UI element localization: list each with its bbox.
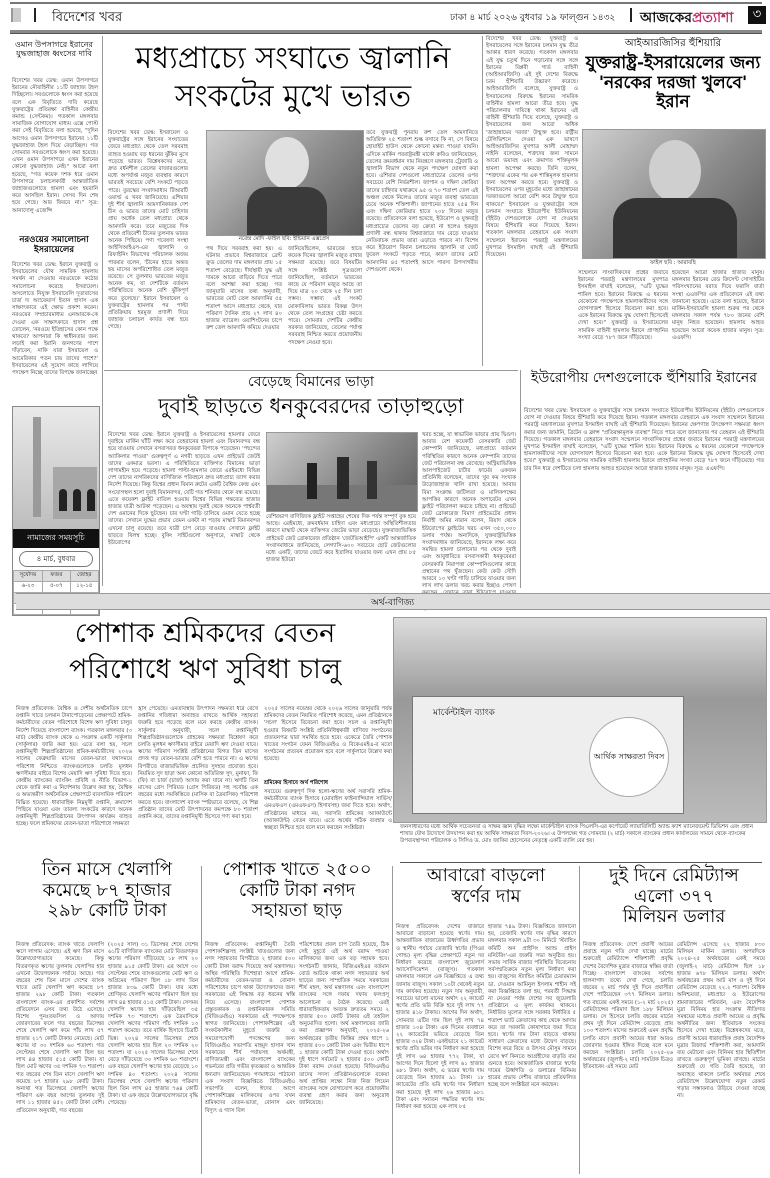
- dateline: ঢাকা ৪ মার্চ ২০২৬ বুধবার ১৯ ফাল্গুন ১৪৩২: [450, 13, 616, 23]
- dubai-story-column: খরচ হচ্ছে, যা স্বাভাবিক ভাড়ার প্রায় দ্বিগুণ। আবার বেশ কয়েকটি বেসরকারি জেট কোম্পানি জানিয়েছে, মধ্যপ্রাচ্যে বর্তমান পরিস্থিতির কারণে অনেক কোম্পানি তাদের জেট পরিচালনা বন্ধ রেখেছে। অস্ট্রিয়াভিত্তিক আলপাইজেট চার্টার ফার্মের একজন প্রতিনিধি বলেছেন, তাদের খুব কম সংখ্যক উড়োজাহাজ খালি রাখা হয়েছে। আবার বিমা সংক্রান্ত জটিলতা ও মালিকপক্ষের আপত্তির কারণে অনেক অপারেটর এখন ফ্লাইট পরিচালনা করতে চাইছে না। প্রাইভেট জেট ব্রোকারেজ বিমাণ প্রাইভেটের প্রধান নির্বাহী অমির নারান বলেন, রিয়াদ থেকে ইউরোপের ফ্লাইটের খরচ এখন ৩৫০,০০০ ডলার পর্যন্ত। অন্যদিকে, যুক্তরাষ্ট্রভিত্তিক সংবাদমাধ্যম জানিয়েছে, ইরানকে লক্ষ্য করে সমন্বিত হামলা চালানোর পর থেকে দুবাই এবং আবুধাবিতে বসবাসকারী ধনকুবেররা বেসরকারি নিরাপত্তা কোম্পানিগুলোর কাছে প্রস্থানের পথ খুঁজছেন। কেউ কেউ সৌদি আরবে ১০ ঘণ্টা গাড়ি চালিয়ে যাওয়ার জন্য লাখ লাখ ডলার খরচ করার ইচ্ছাও পোষণ: [422, 432, 516, 590]
- prayer-label: জোহর: [70, 571, 98, 582]
- headline-line: কমেছে ৮৭ হাজার: [42, 879, 172, 901]
- section-banner: [16, 593, 770, 610]
- bottom-story-column: পরিশোধের প্রবল চাপ তৈরি হয়েছে, ঠিক সেই মুহূর্তে এই অর্থ বরাদ্দ পাওয়া মালিকদের জন্য এক বড় সহায়ক হবে। সংগঠনটি জানায়, বিজিএমইএর বর্তমান বোর্ড আটকে থাকা নগদ সহায়তার অর্থ ছাড়ের জন্য সাম্প্রতিক সময়ে সরকারের শীর্ষ মহল, অর্থ মন্ত্রণালয় এবং বাংলাদেশ ব্যাংকের সঙ্গে দফায় দফায় ফলপ্রসূ আলোচনা ও বৈঠক করেছে। এরই ধারাবাহিকতায় অত্যন্ত দ্রুততম সময়ে ২ হাজার ৫০০ কোটি টাকার এই তহবিল অনুমোদিত হলো। অর্থ মন্ত্রণালয়ের জারি করা প্রজ্ঞাপন অনুযায়ী, ২০২৫-২৬ অর্থবছরের তৃতীয় কিস্তির প্রথম ধাপে ১ হাজার ৫০০ কোটি টাকা এবং দ্বিতীয় ধাপে ১ হাজার কোটি টাকা দেওয়া হবে। অর্থাৎ দুই ধাপে সর্বমোট ২ হাজার ৫০০ কোটি টাকা বরাদ্দ দেওয়া হয়েছে। বিজিএমইএ তাদের সদস্য প্রতিষ্ঠানগুলোকে বকেয়া অর্থ প্রাপ্তির লক্ষ্যে নিজ নিজ লিয়েন ব্যাংকের সঙ্গে যোগাযোগ করে প্রয়োজনীয় ব্যবস্থা গ্রহণ করার জন্য অনুরোধ জানিয়েছে।: [299, 942, 389, 1107]
- section-name: বিদেশের খবর: [52, 10, 123, 25]
- headline-line: সহায়তা ছাড়: [251, 900, 343, 922]
- bank-photo-caption: জনসাধারণের মধ্যে আর্থিক সচেতনতা ও সাক্ষর জ্ঞান বৃদ্ধির লক্ষ্যে মার্কেন্টাইল ব্যাংক পিএলসি-এর কর্পোরেট ল্যায়াবিলিটি অ্যান্ড ক্যাশ ম্যানেজমেন্ট ডিভিশন এবং প্রধান শাখার যৌথ উদ্যোগে উদযাপন করা হয় আর্থিক সাক্ষরতা দিবস-২০২৬। এ উপলক্ষ্যে গত সোমবার (২ মার্চ) সকালে ব্যাংকের প্রধান কার্যালয়ের সামনে থেকে ব্যাংকের উপব্যবস্থাপনা পরিচালক ও সিসিও ড. মোঃ জাকির হোসেনের নেতৃত্বে একটি র‌্যালি বের হয়।: [400, 824, 753, 845]
- bottom-story-column: নিজস্ব প্রতিবেদক: দেশের বাজারে আবারো বাড়ানো হয়েছে স্বর্ণের দাম। আন্তর্জাতিক বাজারের ঊর্ধ্বগতির প্রভাব ও স্থানীয় পর্যায়ে তেজাবি স্বর্ণের (পিওর গোল্ড) মূল্য বৃদ্ধির প্রেক্ষাপটে নতুন দর নির্ধারণ করেছে বাংলাদেশ জুয়েলার্স অ্যাসোসিয়েশন (বাজুস)। গতকাল মঙ্গলবার সকালে এক বিজ্ঞপ্তিতে এ তথ্য জানায় বাজুস। সকাল ১০টা থেকেই নতুন দাম কার্যকর হয়েছে। নতুন দাম অনুযায়ী, সবচেয়ে ভালো মানের অর্থাৎ ২২ ক্যারেট স্বর্ণের প্রতি ভরি বিক্রি হবে দুই লাখ ৭৭ হাজার ৪১৮ টাকায়। আগের দিন অর্থাৎ, সোমবার এটির দাম ছিল দুই লাখ ৭৪ হাজার ১০৪ টাকা। এক দিনের ব্যবধানে ২২ ক্যারেটের ভরিতে বেড়েছে তিন হাজার ৩২৪ টাকা। একইভাবে ২১ ক্যারেট স্বর্ণের প্রতি ভরির দাম নির্ধারণ করা হয়েছে দুই লাখ ৬৪ হাজার ৭৭২ টাকা, যা আগের দিনে ছিলো দুই লাখ ৬১ হাজার ৬৮১ টাকা। অর্থাৎ, এ ভরের স্বর্ণের দাম বেড়েছে তিন হাজার ৯১ টাকা। ১৮ ক্যারেটের প্রতি ভরি স্বর্ণের দাম নির্ধারণ করা হয়েছে দুই লাখ ২৬ হাজার ৯৮১ টাকা এবং সনাতন পদ্ধতির স্বর্ণের দাম নির্ধারণ করা হয়েছে এক লাখ ৮৫: [396, 924, 484, 1111]
- bottom-story-column: নিজস্ব প্রতিবেদক: দেশে প্রবাসী আয়ের প্রবাহে নতুন গতি দেখা যাচ্ছে। মার্চের শুরুতেই রেমিট্যান্সে শক্তিশালী প্রবৃদ্ধি দেশের বৈদেশিক মুদ্রার বাজারে স্বস্তির বার্তা দিচ্ছে। বাংলাদেশ ব্যাংকের সর্বশেষ হালনাগাদ তথ্যে দেখা গেছে, চলতি বছরের ২ মার্চ পর্যন্ত দুই দিনে প্রবাসীরা দেশে পাঠিয়েছেন ৩৭৭ মিলিয়ন ডলার। গত বছরের একই সময়ে (১-২ মার্চ ২০২৫) রেমিট্যান্সের পরিমাণ ছিল ১৮৮ মিলিয়ন ডলার। সে হিসেবে চলতি বছরের মার্চের প্রথম দুই দিনে রেমিট্যান্স বেড়েছে প্রায় ১০০ শতাংশ। মাসের শুরুতেই এমন প্রবৃদ্ধি চলতি মাসে প্রবাসী আয়ের ধারা আরও জোরদার হওয়ার ইঙ্গিত দিচ্ছে বলে মনে করছেন সংশ্লিষ্টরা। চলতি ২০২৫-২৬ অর্থবছরের (জুলাই-২ মার্চ) সামগ্রিক চিত্রও ইতিবাচক। এই সময়ে মোট: [583, 942, 673, 1071]
- lead-story-column: তবে যুক্তরাষ্ট্র পুনরায় রুশ তেল আমদানিতে অতিরিক্ত ২৫ শতাংশ শুল্ক বসাবে কি না, সে বিষয়ে হোয়াইট হাউস থেকে কোনো মন্তব্য পাওয়া যায়নি। এদিকে মার্কিন পররাষ্ট্রমন্ত্রী মার্কো রুবিও জানিয়েছেন, তেলের ক্রমবর্ধমান দাম নিয়ন্ত্রণে মঙ্গলবার ট্রেজারি ও জ্বালানি বিভাগ থেকে নতুন পদক্ষেপ ঘোষণা করা হবে। এশিয়ার দেশগুলো মধ্যপ্রাচ্যের তেলের ওপর সবচেয়ে বেশি নির্ভরশীল। জাপান ও দক্ষিণ কোরিয়া তাদের চাহিদার যথাক্রমে ৯৫ ও ৭০ শতাংশ তেল এই অঞ্চল থেকে নিলেও তাদের মজুত ব্যবস্থা ভারতের চেয়ে অনেক শক্তিশালী। জাপানের হাতে ২৫৪ দিন এবং দক্ষিণ কোরিয়ার হাতে ২০৮ দিনের মজুত রয়েছে। প্রতিবেদনে বলা হয়েছে, ইউরোপ ও যুক্তরাষ্ট্র মধ্যপ্রাচ্যের তেলের বড় ক্রেতা না হলেও হরমুজ প্রণালী বন্ধ থাকায় বিশ্ববাজারে দাম বেড়ে যাওয়ার নেতিবাচক প্রভাব তারা এড়াতে পারবে না। বিশেষ করে ইউরোপ বিমান চলাচলের জ্বালানি বা জেট ফুয়েল সংকটে পড়তে পারে, কারণ তাদের মোট আমদানির ৪৫ শতাংশই আসে পারস্য উপসাগরীয় দেশগুলো থেকে।: [366, 130, 478, 273]
- headline-line: আবারো বাড়লো: [426, 865, 546, 886]
- business-lead-column: সবচেয়ে গুরুত্বপূর্ণ দিক হলো-ঋণের অর্থ সরাসরি শ্রমিক-কর্মচারীদের ব্যাংক হিসাবে (মোবাইল ফাইন্যান্সিয়াল সার্ভিস/এমএফএস (এমএফএস) হিসাবসহ) জমা দিতে হবে। অর্থাৎ, প্রতিষ্ঠানের মাধ্যমে নয়, সরাসরি শ্রমিকের অ্যাকাউন্টে (অ্যাকাউন্ট) বেতন যাবে। এতে অর্থের সঠিক ব্যবহার ও স্বচ্ছতা নিশ্চিত হবে বলে মনে করছেন সংশ্লিষ্টরা।: [264, 789, 392, 832]
- header-double-rule: [10, 30, 762, 34]
- lead-story-column: বিদেশের খবর ডেস্ক: ইসরায়েল ও যুক্তরাষ্ট্রের সঙ্গে ইরানের সংঘাতের জেরে মধ্যপ্রাচ্য থেকে তেল সরবরাহ ব্যাহত হওয়ায় বড় ধরনের ঝুঁকির মুখে পড়েছে ভারত। বিশ্লেষকদের মতে, দ্রুত বর্ধনশীল তেলের বাজারগুলোর মধ্যে অপর্যাপ্ত মজুত ব্যবস্থার কারণে ভারতই সবচেয়ে বেশি সংকটে পড়তে পারে। তুরস্কের সংবাদমাধ্যম টিআরটি ওয়ার্ল্ড এ খবর জানিয়েছে। এশিয়ার দুই শীর্ষ জ্বালানি আমদানিকারক দেশ চীন ও ভারত তাদের মোট চাহিদার প্রায় অর্ধেক তেল মধ্যপ্রাচ্য থেকে আমদানি করে। তবে মজুতের দিক থেকে প্রতিবেশী চীনের তুলনায় ভারত অনেক পিছিয়ে। পণ্য গবেষণা সংস্থা আইসিআইএস-এর জ্বালানি ও রিফাইনিং বিভাগের পরিচালক অজয় পারমার বলেন, 'চীনের হাতে অন্তত ছয় মাসের অপরিশোধিত তেল মজুত রয়েছে। সে তুলনায় ভারতের মজুত অনেক কম, যা দেশটিকে বর্তমান পরিস্থিতিতে অনেক বেশি ঝুঁকিপূর্ণ করে তুলেছে।' ইরানে ইসরায়েল ও যুক্তরাষ্ট্রের হামলার পর পাল্টা প্রতিক্রিয়ায় হরমুজ প্রণালী দিয়ে জাহাজ চলাচল কার্যত বন্ধ হয়ে গেছে।: [108, 130, 188, 331]
- page-number: ৩: [748, 6, 766, 24]
- column-divider: [392, 866, 393, 1174]
- column-divider: [579, 866, 580, 1174]
- irgc-kicker: আইআরজিসির হুঁশিয়ারি: [624, 38, 722, 49]
- column-divider: [201, 866, 202, 1174]
- headline-line: পোশাক খাতে ২৫০০: [222, 859, 372, 880]
- irgc-story-column: সম্মেলনে সাংবাদিকদের প্রশ্নের জবাবে ইরানের পররাষ্ট্র মন্ত্রণালয়ের মুখপাত্র ইসমাইল বাঘাই বলেছেন, "এটি যুদ্ধের শামিল হবে। ইরানের বিরুদ্ধে এ ধরনের যেকোনো পদক্ষেপকে হামলাকারীদের সঙ্গে যোগসাজশ হিসেবে বিবেচনা করা হবে। একে ইরানের বিরুদ্ধে যুদ্ধ ঘোষণা হিসেবেই দেখা হবে।" যুক্তরাষ্ট্র ও ইসরায়েলের সামরিক বাহিনী হামলায় ইরানে প্রাণহানির সংখ্যা বেড়ে ৭৮৭ জনে দাঁড়িয়েছে।: [578, 270, 668, 341]
- story-headline: নরওয়ের সমালোচনা ইসরায়েলের: [19, 235, 89, 255]
- story-headline: ওমান উপসাগরে ইরানের যুদ্ধজাহাজ ধ্বংসের দাবি: [15, 40, 93, 59]
- dubai-story-column: বেশিরভাগ বাণিজ্যিক ফ্লাইট সপ্তাহের শেষের দিক পর্যন্ত সম্পূর্ণ বুক হয়ে আছে। এরইমধ্যে, ক্রমবর্ধমান চাহিদা এবং মধ্যপ্রাচ্যে অস্থিতিশীলতার কারণে মাস্কাট থেকে ব্যক্তিগত জেটের ভাড়া বেড়েছে। যুক্তরাজ্যভিত্তিক প্রাইভেট জেট ব্রোকারেজ প্রতিষ্ঠান 'জেটভিআইপি' একটি আন্তর্জাতিক সংবাদমাধ্যমে জানিয়েছে, লেগ্যাসি-৬০০ সবচেয়ে ছোট জেটগুলোর মধ্যে একটি, তাদের জেটে করে ইতালির যাওয়ার জন্য এখন প্রায় ৮৫ হাজার ইউরো: [266, 514, 416, 564]
- prayer-times-box: [12, 406, 100, 616]
- dubai-headline: দুবাই ছাড়তে ধনকুবেরদের তাড়াহুড়ো: [158, 394, 464, 418]
- europe-headline: ইউরোপীয় দেশগুলোকে হুঁশিয়ারি ইরানের: [531, 370, 757, 386]
- europe-story-body: বিদেশের খবর ডেস্ক: ইসরায়েল ও যুক্তরাষ্ট্রের সঙ্গে চলমান সংঘাতে ইউরোপীয় ইউনিয়নের (ইইউ) দেশগুলোকে যোগ না দেওয়ার বিষয়ে হুঁশিয়ারি করে দিয়েছে ইরান। গতকাল মঙ্গলবার তেহরানে এক সংবাদ সম্মেলনে ইরানের পররাষ্ট্র মন্ত্রণালয়ের মুখপাত্র ইসমাইল বাঘাই এই হুঁশিয়ারি দিয়েছেন। ইরানের ক্ষেপণাস্ত্র উৎক্ষেপণ সক্ষমতা ধ্বংস করার জন্য জার্মানি, ব্রিটেন ও ফ্রান্স "প্রতিরক্ষামূলক ব্যবস্থা" নিতে পারে বলে জানানোর পর তেহরান এই হুঁশিয়ারি দিয়েছে। গতকাল মঙ্গলবার তেহরানে সংবাদ সম্মেলনে সাংবাদিকদের প্রশ্নের জবাবে ইরানের পররাষ্ট্র মন্ত্রণালয়ের মুখপাত্র ইসমাইল বাঘাই বলেছেন, "এটি যুদ্ধের শামিল হবে। ইরানের বিরুদ্ধে এ ধরনের যেকোনো পদক্ষেপকে হামলাকারীদের সঙ্গে যোগসাজশ হিসেবে বিবেচনা করা হবে। একে ইরানের বিরুদ্ধে যুদ্ধ ঘোষণা হিসেবেই দেখা হবে।" যুক্তরাষ্ট্র ও ইসরায়েলের সামরিক বাহিনী হামলায় ইরানে প্রাণহানির সংখ্যা বেড়ে ৭৮৭ জনে দাঁড়িয়েছে। গত চার দিন ধরে দেশটিতে চলা হামলায় আহত হয়েছেন আরো হাজার হাজার মানুষ। সূত্র: এএফপি।: [524, 408, 764, 472]
- bottom-story-column: (২০২৫ সাল) ৩১ ডিসেম্বর শেষে দেশের ৬১টি বাণিজ্যিক ব্যাংকের মোট বিতরণকৃত ঋণের পরিমাণ দাঁড়িয়েছে ১৮ লাখ ২০ হাজার ৯১৫ কোটি টাকা। এর আগে ৩০ সেপ্টেম্বর শেষে ব্যাংকগুলোর মোট ঋণ ও অগ্রিমের পরিমাণ ছিল ১৮ লাখ তিন হাজার ৮৩৯ কোটি টাকা। যার মধ্যে শ্রেণিকৃত খেলাপি ঋণের পরিমাণ ছিল ছয় লাখ ৪৪ হাজার ৫১৫ কোটি টাকা। সেসময় খেলাপি ঋণের হার দাঁড়িয়েছিল ৩৫ দশমিক ৭৩ শতাংশে। এক ত্রৈমাসিকে খেলাপি ঋণের পরিমাণ পাঁচ দশমিক ১৩ শতাংশ কমেছে। তবে বার্ষিক হিসাবে চিত্রটি ভিন্ন। ২০২৪ সালের ডিসেম্বর শেষে খেলাপি ঋণের হার ছিল ২০ দশমিক ২০ শতাংশ। যা ২০২৫ সালের ডিসেম্বর শেষে বেড়ে দাঁড়িয়েছে ৩০ দশমিক ৬০ শতাংশে। এক বছরে খেলাপি ঋণের হার বেড়েছে ১০ দশমিক ৪০ শতাংশ। ২০২৪ সালের ডিসেম্বর শেষে খেলাপি ঋণের পরিমাণ ছিল তিন লাখ ৪৫ হাজার ৭৬৪ কোটি টাকা। যা এক বছরে উল্লেখযোগ্যভাবে বৃদ্ধি পেয়েছে।: [108, 942, 198, 1107]
- section-banner-label: অর্থ-বাণিজ্য: [371, 598, 415, 608]
- bottom-story-column: হাজার ৭৪৯ টাকা। বিজ্ঞপ্তিতে জানানো হয়, তেজাবি স্বর্ণের দাম বৃদ্ধির কারণে মঙ্গলবার সকাল ৯টা ৩০ মিনিটে 'স্ট্যান্ডিং কমিটি অন প্রাইসিং অ্যান্ড প্রাইস মনিটরিং'-এর জরুরি সভা অনুষ্ঠিত হয়। সভায় সার্বিক বাজার পরিস্থিতি বিবেচনায় সর্বসম্মতিক্রমে নতুন মূল্য নির্ধারণ করা হয়। বাজুসের স্ট্যান্ডিং কমিটির চেয়ারম্যান ডা. দেওয়ান আমিনুল ইসলাম শাহীন সই করা বিজ্ঞপ্তিতে বলা হয়, পরবর্তী সিদ্ধান্ত না নেওয়া পর্যন্ত দেশের সব জুয়েলারি প্রতিষ্ঠানে এ মূল্য কার্যকর থাকবে। নির্ধারিত মূল্যের সঙ্গে সরকার নির্ধারিত ৫ শতাংশ ভ্যাট ক্রেতাদের কাছ থেকে আদায় করে তা সরকারি কোষাগারে জমা দিতে হবে। স্বর্ণের দাম টানা বাড়তে থাকায় সাধারণ ক্রেতাদের মধ্যে উদ্বেগ বাড়ছে। বিশেষ করে বিয়ে ও উৎসব মৌসুম সামনে রেখে স্বর্ণ কিনতে আগ্রহীদের বাড়তি ব্যয় গুনতে হবে। আন্তর্জাতিক বাজারে স্বর্ণের দামের ঊর্ধ্বগতি ও ডলারের বিনিময় হারের প্রভাব দেশীয় বাজারে প্রতিফলিত হচ্ছে বলে সংশ্লিষ্টরা মনে করছেন।: [488, 924, 576, 1089]
- story-divider: [104, 370, 518, 371]
- banner-bank-name: মার্কেন্টাইল ব্যাংক: [433, 708, 495, 718]
- column-divider: [520, 370, 521, 588]
- headline-line: স্বর্ণের দাম: [451, 885, 521, 907]
- page-header: [0, 0, 770, 28]
- irgc-story-column: বিদেশের খবর ডেস্ক: যুক্তরাষ্ট্র ও ইসরায়েলের সঙ্গে ইরানের চলমান যুদ্ধ তীব্র আকার ধারণ করেছে। গতকাল মঙ্গলবার এই যুদ্ধ চতুর্থ দিনে গড়ানোর সঙ্গে সঙ্গে ইরানের বিপ্লবী গার্ড বাহিনী (আইআরজিসি) এই দুই দেশের বিরুদ্ধে চরম হুঁশিয়ারি উচ্চারণ করেছে। আইআরজিসি বলেছে, যুক্তরাষ্ট্র ও ইসরায়েলের বিরুদ্ধে ইরানের সামরিক বাহিনীর হামলা আরো তীব্র হবে। যুদ্ধ পরিচালনার দায়িত্বে থাকা ইরানের এই বাহিনী হুঁশিয়ারি দিয়ে বলেছে, যুক্তরাষ্ট্র ও ইসরায়েলের জন্য আরো অধিক 'জাহান্নামের দরজা' উন্মুক্ত হবে। রাষ্ট্রীয় টেলিভিশনে দেওয়া এক ভাষণে আইআরজিসির মুখপাত্র আলী মোহাম্মদ নাইনি বলেছেন, শত্রুদের জন্য সামনে আরো ভয়াবহ এবং ক্রমাগত শক্তিমূলক হামলা অপেক্ষা করছে। তিনি বলেন, "শত্রুদের একের পর এক শাস্তিমূলক হামলার জন্য অপেক্ষা করতে হবে। যুক্তরাষ্ট্র ও ইসরায়েলের ওপর মুহূর্তের মধ্যে জাহান্নামের দরজাগুলো আরো বেশি করে উন্মুক্ত হতে থাকবে।" ইসরায়েল ও যুক্তরাষ্ট্রের সঙ্গে চলমান সংঘাতে ইউরোপীয় ইউনিয়নের (ইইউ) দেশগুলোকে যোগ না দেওয়ার বিষয়ে হুঁশিয়ারি করে দিয়েছে ইরান। গতকাল মঙ্গলবার তেহরানে এক সংবাদ সম্মেলনে ইরানের পররাষ্ট্র মন্ত্রণালয়ের মুখপাত্র ইসমাইল বাঘাই এই হুঁশিয়ারি দিয়েছেন।: [486, 36, 578, 259]
- column-divider: [102, 36, 103, 586]
- prayer-label: ফজর: [43, 571, 71, 582]
- banner-title: আর্থিক সাক্ষরতা দিবস: [589, 717, 669, 797]
- irgc-headline: যুক্তরাষ্ট্র-ইসরায়েলের জন্য 'নরকের দরজা খুলবে' ইরান: [585, 53, 761, 113]
- headline-line: কোটি টাকা নগদ: [238, 879, 356, 901]
- bottom-story-headline: [396, 866, 576, 907]
- rally-banner: [412, 696, 684, 814]
- bottom-story-headline: [16, 860, 198, 922]
- story-divider: [400, 862, 762, 863]
- header-top-rule: [10, 2, 762, 4]
- bottom-story-headline: [204, 860, 390, 922]
- dubai-kicker: বেড়েছে বিমানের ভাড়া: [248, 374, 374, 390]
- lead-headline-line1: মধ্যপ্রাচ্যে সংঘাতে জ্বালানি: [135, 41, 451, 76]
- lead-story-column: জানিয়েছিলেন, ভারতের হাতে কয়েক দিনের জ্বালানি মজুত রাখার সক্ষমতা রয়েছে। তবে বিষয়টির সঙ্গে সংশ্লিষ্ট সূত্রগুলো জানিয়েছিল, বর্তমানে ভারতের কাছে যে পরিমাণ মজুত আছে তা দিয়ে মাত্র ২০ থেকে ২৫ দিন চলা সম্ভব। সম্ভাব্য এই সংকট মোকাবিলায় ভারত বিকল্প উৎস থেকে তেল সংগ্রহের চেষ্টা করতে পারে। সোমবার দেশটির কেন্দ্রীয় সরকার জানিয়েছে, তেলের পর্যাপ্ত সরবরাহ নিশ্চিত করতে প্রয়োজনীয় পদক্ষেপ নেওয়া হবে।: [288, 246, 362, 346]
- business-lead-subhead: শ্রমিকের হিসাবে অর্থ পরিশোধ: [264, 780, 328, 786]
- bottom-story-headline: [582, 866, 766, 928]
- headline-line: এলো ৩৭৭: [633, 885, 715, 907]
- story-body: বিদেশের খবর ডেস্ক: ওমান উপসাগরে ইরানের নৌবাহিনীর ১১টি জাহাজ টহল দিচ্ছিলো। সবগুলোকে ধ্বংস করা হয়েছে বলে এক বিবৃতিতে দাবি করেছে যুক্তরাষ্ট্রের প্রতিরক্ষা বাহিনীর কেন্দ্রীয় কমান্ড (সেন্টকম)। গতকাল মঙ্গলবার সামাজিক যোগাযোগ মাধ্যম এক্সে পোস্ট করা সেই বিবৃতিতে বলা হয়েছে, "দুদিন আগেও ওমান উপসাগরে ইরানের ১১টি যুদ্ধজাহাজ টহল দিয়ে বেড়াচ্ছিল। গত সোমবার সবগুলোকে ধ্বংস করা হয়েছে। এখন ওমান উপসাগরে এখন ইরানের কোনো যুদ্ধজাহাজ নেই।" আরো বলা হয়েছে, "গত কয়েক দশক ধরে ওমান উপসাগরে চলাচলকারী আন্তর্জাতিক জাহাজগুলোতে হামলা এবং হয়রানি করে আসছিল ইরান। সেসব দিন শেষ হয়ে গেছে। আর ফিরবে না।" সূত্র: আনাদোলু এজেন্সি: [12, 78, 98, 214]
- headline-line: ২৯৮ কোটি টাকা: [47, 900, 167, 922]
- prayer-label: সূর্যোদয়: [14, 571, 43, 582]
- headline-line: দুই দিনে রেমিট্যান্স: [609, 865, 739, 886]
- headline-line: তিন মাসে খেলাপি: [41, 859, 173, 880]
- section-marker-icon: [11, 8, 21, 22]
- prayer-time: ১২-১৫: [70, 582, 98, 593]
- headline-line: মিলিয়ন ডলার: [622, 906, 726, 928]
- logo-text: আজকের: [640, 10, 692, 26]
- spokesperson-photo: [582, 129, 766, 259]
- business-lead-column: নিজস্ব প্রতিবেদক: বৈশ্বিক ও দেশীয় অর্থনৈতিক চাপে রপ্তানি খাতে চলমান টানাপোড়েনের প্রেক্ষাপটে শ্রমিক-কর্মচারীদের বেতন পরিশোধে বিশেষ ঋণ সুবিধা চালুর নির্দেশ দিয়েছে বাংলাদেশ ব্যাংক। গতকাল মঙ্গলবার (৩ মার্চ) কেন্দ্রীয় ব্যাংক থেকে এ সংক্রান্ত একটি সার্কুলার (সার্কুলার) জারি করা হয়। এতে বলা হয়, সচল রপ্তানিমুখী শিল্পপ্রতিষ্ঠানের শ্রমিক-কর্মচারীদের ২০২৬ সালের ফেব্রুয়ারি মাসের বেতন-ভাতা যথাসময়ে পরিশোধ নিশ্চিতে ব্যাংকগুলোকে চলতি মূলধন ঋণসীমার বাইরে বিশেষ মেয়াদি ঋণ সুবিধা দিতে হবে। কেন্দ্রীয় ব্যাংকের ব্যাংকিং প্রবিধি ও নীতি বিভাগ-১ থেকে জারি করা এ নির্দেশনায় উল্লেখ করা হয়, বৈশ্বিক ও অভ্যন্তরীণ অর্থনৈতিক প্রেক্ষাপটে ব্যবসায়িক পরিবেশ বিঘ্নিত হয়েছে। ধারাবাহিক নিম্নমুখী রপ্তানি, ক্রমাদেশ পিছিয়ে যাওয়া এবং তারল্য সংকটের কারণে অনেক রপ্তানিমুখী শিল্পপ্রতিষ্ঠানের উৎপাদন কার্যক্রম ব্যাহত হচ্ছে। ফলে শ্রমিকদের বেতন-ভাতা পরিশোধে সক্ষমতা: [16, 706, 132, 828]
- bottom-story-column: রেমিট্যান্স এসেছে ২২ হাজার ৮৩০ মিলিয়ন মার্কিন ডলার। অপরদিকে ২০২৪-২৫ অর্থবছরের একই সময়ে (জুলাই-২ মার্চ) রেমিট্যান্স ছিল ১৮ হাজার ৬৭৮ মিলিয়ন ডলার। অর্থাৎ অর্থবছরের প্রথম আট মাস ও দুই দিনে রেমিট্যান্স বেড়েছে ২২.২ শতাংশ। বৈশ্বিক অনিশ্চয়তা, মধ্যপ্রাচ্য ও ইউরোপের শ্রমবাজারের পরিবর্তন, এবং বৈদেশিক মুদ্রা বিনিময় হার সংক্রান্ত নীতিগত সমন্বয়ের মধ্যেও প্রবাসী আয়ের এ প্রবৃদ্ধি অর্থনীতির জন্য ইতিবাচক সংকেত হিসেবে দেখা হচ্ছে। বিশ্লেষকদের মতে, প্রবাসী আয়ের ধারাবাহিক প্রবাহ বৈদেশিক মুদ্রার রিজার্ভ শক্তিশালী করা, আমদানি ব্যয় মেটানো এবং বিনিময় হার স্থিতিশীল রাখতে গুরুত্বপূর্ণ ভূমিকা রাখছে। মার্চের শুরুতেই যে গতি তৈরি হয়েছে, তা অব্যাহত থাকলে চলতি অর্থবছর শেষে রেমিট্যান্সে উল্লেখযোগ্য নতুন রেকর্ড গড়ার সম্ভাবনাও উড়িয়ে দেওয়া যাচ্ছে না।: [677, 942, 765, 1100]
- lead-story-column: পথ দিয়ে সরবরাহ করা হয়। এ ঘটনার প্রভাবে বিশ্ববাজারে ব্রেন্ট ক্রুড তেলের দাম মঙ্গলবার প্রায় ১৫ শতাংশ বেড়েছে। দীর্ঘস্থায়ী যুদ্ধ এই দামকে আরো বাড়িয়ে দিতে পারে বলে আশঙ্কা করা হচ্ছে। গত জানুয়ারি মাসের তথ্য অনুযায়ী, ভারতের মোট তেল আমদানির ৫৫ শতাংশ আসে মধ্যপ্রাচ্য থেকে, যার পরিমাণ দৈনিক প্রায় ২৭ লাখ ৪০ হাজার ব্যারেল। ওয়াশিংটনের চাপে রুশ তেল আমদানি কমিয়ে দেওয়ার: [206, 246, 282, 332]
- story-body: বিদেশের খবর ডেস্ক: ইরানে যুক্তরাষ্ট্র ও ইসরায়েলের যৌথ সামরিক হামলায় সমর্থন না দেওয়ায় নরওয়েকে কঠোর সমালোচনা করেছে ইসরায়েল। অসলোতে নিযুক্ত ইসরায়েলি দূতাবাসের চার্জ দ্য অ্যাফেয়ার্স ইতান হাদাস এক সাক্ষাৎকারে এই ক্ষোভ প্রকাশ করেন। নরওয়ের সম্প্রচারমাধ্যম এনআরকে-কে দেওয়া এক সাক্ষাৎকারে হাদাস প্রশ্ন তোলেন, 'নরওয়ে ইতিহাসের কোন পক্ষে থাকবে? আপনারা কি স্বাধীনতার জন্য লড়াই করা ইরানি জনগণের পাশে দাঁড়াবেন, নাকি যারা ইসরায়েল ও আমেরিকার পতন চায় তাদের পাশে?' ইসরায়েলের এই সুযোগ কাছে লাগিয়ে পদক্ষেপ নিচ্ছে তাদের বিপক্ষে জানাচ্ছেন: [12, 262, 98, 377]
- header-divider: [34, 8, 36, 22]
- business-lead-column: ২০২৫ সালের নভেম্বর থেকে ২০২৬ সালের জানুয়ারি পর্যন্ত শ্রমিকদের বেতন নিয়মিত পরিশোধ করেছে, এমন প্রতিষ্ঠানকে 'সচল' হিসেবে বিবেচনা করা হবে। সচল ও রপ্তানিমুখী হওয়ার বিষয়টি সংশ্লিষ্ট প্রতিনিধিত্বকারী বাণিজ্য সংগঠনের প্রত্যয়নপত্র দ্বারা সমর্থিত হতে হবে। একেত্রে তৈরি পোশাক খাতের সংগঠন যেমন বিজিএমইএ ও বিকেএমইএ-র মতো সংগঠনের প্রত্যয়ন প্রয়োজন হবে বলে সার্কুলারে উল্লেখ করা হয়েছে।: [264, 706, 392, 763]
- mosque-image: [13, 407, 99, 529]
- irgc-story-column: হয়েছেন আরো হাজার হাজার মানুষ। মঙ্গলবার ইরানের রেড ক্রিসেন্ট সোসাইটির পরিসংখ্যানের বরাত দিয়ে ফরাসি বার্তা সংস্থা এএফপির এক প্রতিবেদনে এই তথ্য জানানো হয়েছে। এতে বলা হয়েছে, ইরানে মার্কিন-ইসরায়েলি হামলা শুরুর পর থেকে মঙ্গলবার সকাল পর্যন্ত ৭৮০ জনের বেশি মানুষ নিহত হয়েছেন। হামলায় আহত হয়েছেন আরো কয়েক হাজার মানুষ। সূত্র: এএফপি।: [672, 270, 764, 341]
- prayer-times-date: ৪ মার্চ, বুধবার: [19, 551, 93, 567]
- dubai-story-column: বিদেশের খবর ডেস্ক: ইরানে যুক্তরাষ্ট্র ও ইসরায়েলের হামলার জেরে দুবাইয়ে মার্কিন ঘাঁটি লক্ষ্য করে তেহরানের হামলা এবং বিমানবন্দর বন্ধ হয়ে যাওয়ায় সেখানে বসবাসরত ধনকুবেররা বিপাকে পড়েছেন। 'পছন্দের অ্যাকিলার পাওয়া' গুরুত্বপূর্ণ এ নগরী ছাড়তে এখন প্রাইভেট জেটই তাদের একমাত্র ভরসা। এ পরিস্থিতিতে ব্যক্তিগত বিমানের ভাড়া লাগামহীন হয়ে পড়েছে। হামলা পাল্টা-হামলার জেরে এরইমধ্যে বিভিন্ন দেশ তাদের নাগরিকদের বাণিজ্যিক পরিবহনে দ্রুত মধ্যপ্রাচ্য ত্যাগ করার নির্দেশ দিয়েছে। কিন্তু বিশ্বের প্রধান বিমান রুটের একটি বৈশ্বিক কেন্দ্র এবং সংযোগস্থল হলো দুবাই বিমানবন্দর, যেটি গত শনিবার থেকে বন্ধ রয়েছে। এতে কয়েকশ ফ্লাইট বাতিল হওয়ায় বিশ্বের বিভিন্ন গন্তব্যের হাজার হাজার যাত্রী আটকা পড়েছেন। এ অবস্থায় দুবাই থেকে অনেকে পার্শ্ববর্তী দেশ ওমানের দিকে ছুটছেন। চার ঘণ্টা গাড়ি চালিয়ে ওমান যেতে হচ্ছে তাদের। সেখানে যুদ্ধের প্রভাব তেমন একটা না পড়ায় মাস্কাট বিমানবন্দর এখনো চালু রয়েছে। তবে যাত্রী চাপ বেড়ে যাওয়ায় সেখানে ফ্লাইট ছাড়তে বিলম্ব হচ্ছে। বুকিং সাইটগুলো অনুসারে, মাস্কাট থেকে ইউরোপের: [108, 432, 260, 547]
- lead-headline-line2: সংকটের মুখে ভারত: [174, 79, 412, 114]
- newspaper-logo: [640, 6, 733, 30]
- photo-caption: ফাইল ছবি : আরাবছি: [650, 260, 696, 266]
- prayer-time: ৫-০৭: [43, 582, 71, 593]
- bank-rally-photo: [393, 617, 767, 823]
- bottom-story-column: নিজস্ব প্রতিবেদক: ব্যাংক খাতে খেলাপি ঋণে লাগাম এসেছে। এই ঋণ তিন মাসে উল্লেখযোগ্যভাবে কমেছে। কিন্তু বিতরণকৃত ঋণের তুলনায় খেলাপির হার এখনো উদ্বেগজনক পর্যায়ে আছে। গত বছরের শেষ তিন মাসে দেশের ব্যাংক খাতে মোট খেলাপি ঋণ কমেছে ৮৭ হাজার ২৯৮ কোটি টাকা। গতকাল বাংলাদেশ ব্যাংক-এর প্রকাশিত সর্বশেষ প্রতিবেদনে এসব তথ্য উঠে এসেছে। বিশেষ পুনঃতফসিল ও আদায় জোরদারের ফলে গত বছরের ডিসেম্বর শেষে খেলাপি ঋণ কমে পাঁচ লাখ ৫৭ হাজার ২১৭ কোটি টাকায় নেমেছে। মোট ঋণের যা ৩০ দশমিক ৬০ শতাংশ। গত সেপ্টেম্বর শেষে খেলাপি ঋণ ছিল ছয় লাখ ৪৪ হাজার ৫১৫ কোটি টাকা। যা ছিল মোট ঋণের ৩৫ দশমিক ৭৩ শতাংশ। গত বছরের শেষ তিন মাসে খেলাপি ঋণ কমেছে ৮৭ হাজার ২৯৮ কোটি টাকা। অন্যথা গত ডিসেম্বরে খেলাপি ঋণের পরিমাণ এক বছর আগের তুলনায় দুই লাখ ১১ হাজার ৪৫২ কোটি টাকা বেশি। প্রতিবেদন অনুযায়ী, গত বছরের: [16, 942, 104, 1114]
- modi-photo: [206, 130, 364, 236]
- logo-accent-text: প্রত্যাশা: [691, 10, 734, 26]
- column-divider: [482, 36, 483, 366]
- prayer-times-title: নামাজের সময়সূচি: [13, 529, 99, 548]
- header-divider: [630, 8, 632, 22]
- prayer-time: ৬-২৩: [14, 582, 43, 593]
- bottom-story-column: নিজস্ব প্রতিবেদক: রপ্তানিমুখী তৈরি পোশাকশিল্পসহ সংশ্লিষ্ট খাতগুলোর জন্য নগদ সহায়তার বিপরীতে ২ হাজার ৫০০ কোটি টাকা বরাদ্দ দিয়েছে অর্থ মন্ত্রণালয়। অস্থির পরিস্থিতি দিশেহারা আগে শ্রমিক-কর্মচারীদের বেতন-ভাতা ও বোনাস পরিশোধের চাপে থাকা উদ্যোক্তাদের জন্য সরকারের এই সিদ্ধান্ত বড় ধরনের স্বস্তি নিয়ে এসেছে। বাংলাদেশ পোশাক প্রস্তুতকারক ও রপ্তানিকারক সমিতি (বিজিএমইএ) সরকারের এই পদক্ষেপকে স্বাগত জানিয়েছে। পোশাকশিল্পের এই সংকটকালীন মুহূর্তে জরুরি ও সময়োপযোগী পদক্ষেপের জন্য বিজিএমইএ সভাপতি মাহমুদ হাসান খান সরকারের শীর্ষ পর্যায়সহ অর্থমন্ত্রী, বাণিজ্যমন্ত্রী এবং বাংলাদেশ ব্যাংকের গভর্নরের প্রতি গভীর কৃতজ্ঞতা ও আন্তরিক ধন্যবাদ জানিয়েছেন। গণমাধ্যমে পাঠানো এক সংবাদ বিজ্ঞপ্তিতে বিজিএমইএ সভাপতি বলেন, ঈদের আগে পোশাকশিল্পের মালিকদের ওপর যখন শ্রমিকদের বেতন-ভাতা, বোনাস এবং বিদ্যুৎ ও গ্যাস বিল: [205, 942, 295, 1114]
- photo-caption: নরেন্দ্র মোদি -ফাইল ছবি: ইন্ডিয়ান এক্সপ্রেস: [238, 236, 330, 242]
- business-lead-headline-line2: পরিশোধে ঋণ সুবিধা চালু: [68, 654, 341, 685]
- business-lead-column: হ্রাস পেয়েছে। এমতাবস্থায় উৎপাদন সক্ষমতা ধরে রেখে রপ্তানির গতিধারা অব্যাহত রাখতে আর্থিক সহায়তা জরুরি হয়ে পড়েছে বলে মনে করছে কেন্দ্রীয় ব্যাংক। সার্কুলার অনুযায়ী, সচল রপ্তানিমুখী শিল্পপ্রতিষ্ঠানগুলোকে গ্রাহকের সক্ষমতা বিশ্লেষণ করে চলতি মূলধন ঋণসীমার বাইরে মেয়াদি ঋণ দেওয়া যাবে। ঋণের পরিমাণ সংশ্লিষ্ট প্রতিষ্ঠানের বিগত তিন মাসের প্রদত্ত গড় বেতন-ভাতার বেশি হতে পারবে না। এ ঋণের বিপরীতে বাজারভিত্তিক প্রচলিত সুদহার প্রযোজ্য হবে। নিয়মিত সুদ ছাড়া অন্য কোনো অতিরিক্ত সুদ, মুনাফা, ফি (ফি) বা চার্জ (চার্জ) আদায় করা যাবে না। ঋণটি তিন মাসের গ্রেস পিরিয়ড (গ্রেস পিরিয়ড) সহ সর্বোচ্চ এক বছরের মধ্যে সমকিস্তিতে (মাসিক বা ত্রৈমাসিক) পরিশোধ করতে হবে। বাংলাদেশ ব্যাংক স্পষ্টভাবে বলেছে, যে শিল্প প্রতিষ্ঠান তাদের মোট উৎপাদনের কমপক্ষে ৮০ শতাংশ রপ্তানি করে, তাদের রপ্তানিমুখী হিসেবে গণ্য করা হবে।: [138, 706, 258, 821]
- business-lead-headline-line1: পোশাক শ্রমিকদের বেতন: [74, 618, 336, 649]
- airport-photo: [266, 432, 418, 512]
